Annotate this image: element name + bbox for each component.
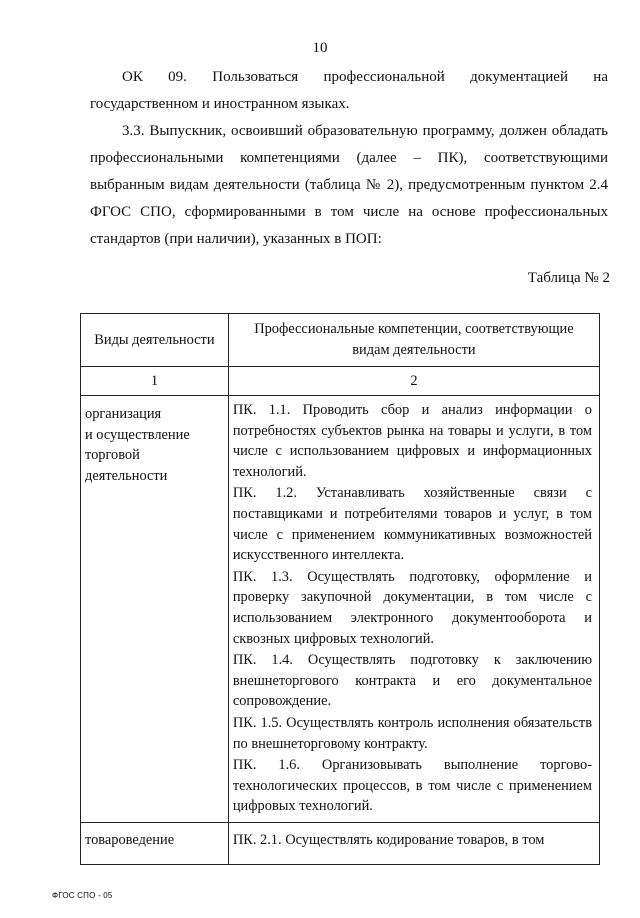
- activity-type-line: товароведение: [85, 831, 175, 848]
- table-header-row: [81, 314, 600, 367]
- column-number-1: 1: [81, 367, 229, 396]
- header-activity-types: Виды деятельности: [81, 314, 229, 367]
- paragraph-ok09: ОК 09. Пользоваться профессиональной документацией на государственном и иностранном языках.: [90, 69, 608, 112]
- paragraph-3-3: 3.3. Выпускник, освоивший образовательную программу, должен обладать профессиональными компетенциями (далее – ПК), соответствующими выбранным видам деятельности (таблица № 2), предусмотренным пунктом 2.4 ФГОС СПО, сформированными в том числе на основе профессиональных стандартов (при наличии), указанных в ПОП:: [90, 123, 608, 247]
- table-caption: Таблица № 2: [527, 270, 610, 286]
- activity-type-cell: [81, 396, 229, 823]
- activity-type-line: организация: [85, 406, 162, 422]
- competency-pk-2-1: ПК. 2.1. Осуществлять кодирование товаров, в том: [232, 831, 545, 848]
- competencies-table: [80, 313, 600, 865]
- page-number: 10: [312, 40, 328, 56]
- table-row: [81, 822, 600, 864]
- competencies-cell: [228, 822, 599, 864]
- table-row: [81, 396, 600, 823]
- competencies-cell: [228, 396, 599, 823]
- competency-pk-1-5: ПК. 1.5. Осуществлять контроль исполнения обязательств по внешнеторговому контракту.: [232, 714, 592, 752]
- competency-pk-1-1: ПК. 1.1. Проводить сбор и анализ информации о потребностях субъектов рынка на товары и услуги, в том числе с использованием цифровых и информационных технологий.: [232, 402, 592, 480]
- footer-label: ФГОС СПО - 05: [52, 891, 113, 900]
- activity-type-line: и осуществление: [85, 426, 190, 443]
- activity-type-line: деятельности: [85, 467, 168, 484]
- activity-type-cell: [81, 822, 229, 864]
- column-number-row: [81, 367, 600, 396]
- header-competencies: Профессиональные компетенции, соответствующие видам деятельности: [228, 314, 599, 367]
- competency-pk-1-6: ПК. 1.6. Организовывать выполнение торгово-технологических процессов, в том числе с применением цифровых технологий.: [232, 757, 592, 815]
- column-number-2: 2: [228, 367, 599, 396]
- competency-pk-1-3: ПК. 1.3. Осуществлять подготовку, оформление и проверку закупочной документации, в том числе с использованием электронного документооборота и сквозных цифровых технологий.: [232, 568, 592, 647]
- competency-pk-1-2: ПК. 1.2. Устанавливать хозяйственные связи с поставщиками и потребителями товаров и услуг, в том числе с применением коммуникативных возможностей искусственного интеллекта.: [232, 485, 592, 564]
- activity-type-line: торговой: [85, 447, 140, 464]
- competency-pk-1-4: ПК. 1.4. Осуществлять подготовку к заключению внешнеторгового контракта и его документальное сопровождение.: [232, 652, 592, 710]
